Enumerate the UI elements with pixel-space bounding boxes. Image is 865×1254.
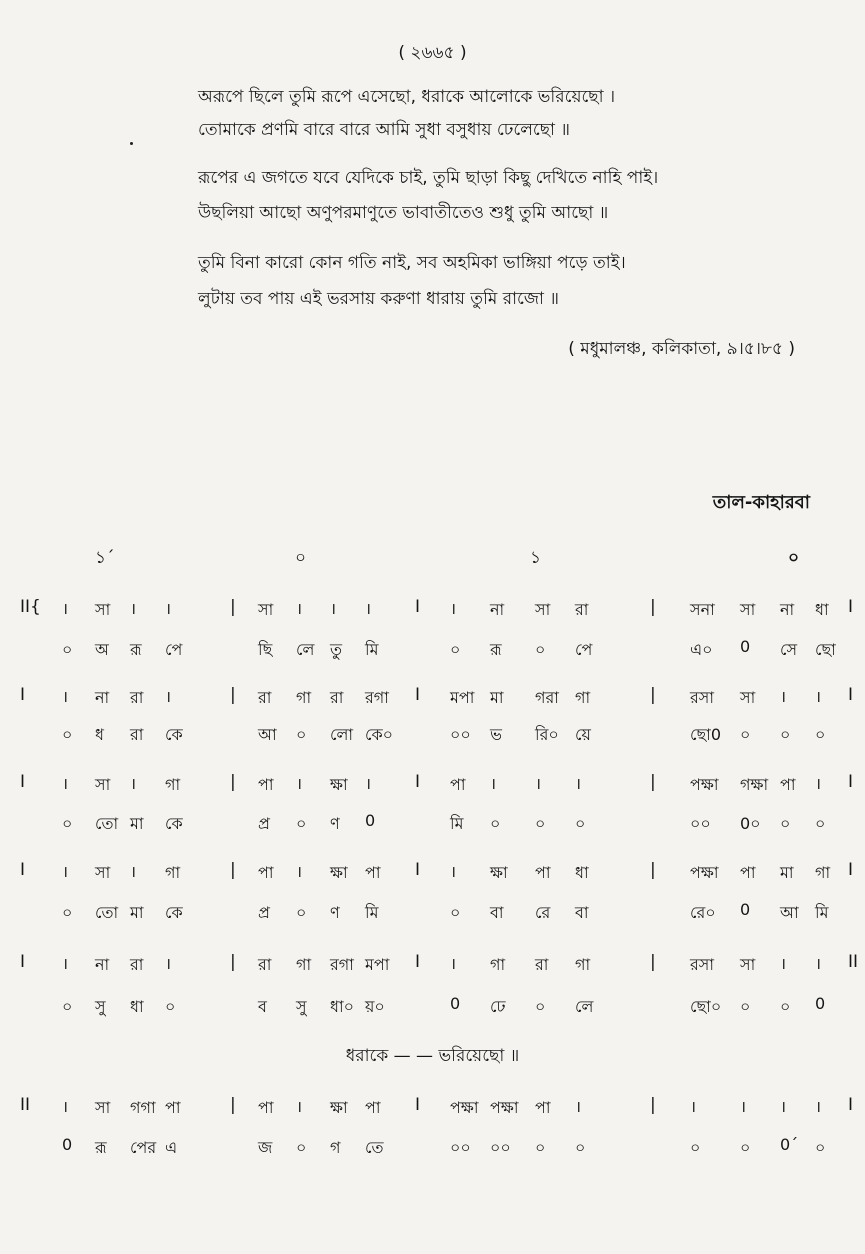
- syllable-cell: ০: [296, 1138, 307, 1157]
- tala-label: তাল-কাহারবা: [712, 492, 810, 513]
- bar-line-minor: |: [230, 597, 236, 617]
- syllable-cell: ০: [62, 640, 73, 659]
- swara-cell: সা: [95, 863, 111, 882]
- swara-cell: ।: [780, 687, 787, 706]
- swara-cell: ।: [62, 774, 69, 793]
- swara-row-5: [0, 952, 865, 982]
- swara-row-3: [0, 772, 865, 802]
- swara-cell: ।: [62, 687, 69, 706]
- syllable-cell: রা: [130, 725, 144, 744]
- syllable-cell: তে: [365, 1138, 384, 1157]
- syllable-row-3: [0, 811, 865, 841]
- syllable-cell: ০: [740, 1138, 751, 1157]
- bar-line-major: I: [415, 1095, 421, 1115]
- beat-mark-2: ০: [295, 548, 307, 568]
- swara-cell: পা: [258, 775, 274, 794]
- bar-line-minor: |: [230, 952, 236, 972]
- swara-cell: ।: [740, 1097, 747, 1116]
- syllable-cell: এ: [165, 1138, 178, 1157]
- syllable-cell: রি০: [535, 725, 559, 744]
- bar-line-left: II: [20, 1095, 31, 1115]
- swara-cell: সা: [95, 1098, 111, 1117]
- syllable-cell: কে০: [365, 725, 394, 744]
- bar-line-minor: |: [230, 772, 236, 792]
- beat-mark-1: ১ˊ: [95, 548, 115, 568]
- syllable-cell: মা: [130, 903, 144, 922]
- syllable-cell: ০: [575, 814, 586, 833]
- bar-line-right: I: [848, 597, 854, 617]
- lyric-line-5: তুমি বিনা কারো কোন গতি নাই, সব অহমিকা ভাঙ্গিয়া পড়ে তাই।: [198, 253, 626, 273]
- swara-cell: গক্ষা: [740, 775, 769, 794]
- syllable-cell: ০: [450, 640, 461, 659]
- swara-cell: ।: [535, 774, 542, 793]
- syllable-cell: ০: [535, 997, 546, 1016]
- syllable-cell: য়০: [365, 997, 385, 1016]
- syllable-cell: ০: [575, 1138, 586, 1157]
- syllable-cell: রূ: [490, 640, 502, 659]
- swara-cell: পা: [258, 1098, 274, 1117]
- syllable-cell: 0০: [740, 814, 761, 833]
- syllable-cell: কে: [165, 903, 183, 922]
- syllable-cell: মি: [450, 814, 464, 833]
- syllable-cell: ০: [490, 814, 501, 833]
- syllable-cell: ০০: [450, 1138, 471, 1157]
- bar-line-right: I: [848, 860, 854, 880]
- syllable-cell: গ: [330, 1138, 341, 1157]
- syllable-cell: এ০: [690, 640, 713, 659]
- swara-cell: গরা: [535, 688, 559, 707]
- swara-cell: রা: [330, 688, 344, 707]
- bar-line-minor: |: [230, 685, 236, 705]
- swara-cell: পা: [365, 1098, 381, 1117]
- swara-cell: ।: [575, 774, 582, 793]
- swara-cell: মা: [490, 688, 504, 707]
- syllable-cell: ণ: [330, 814, 340, 833]
- bar-line-minor: |: [650, 772, 656, 792]
- syllable-cell: প্র: [258, 903, 270, 922]
- syllable-cell: রে০: [690, 903, 716, 922]
- swara-cell: সা: [95, 600, 111, 619]
- syllable-cell: ০০: [450, 725, 471, 744]
- swara-cell: ক্ষা: [330, 863, 348, 882]
- syllable-row-4: [0, 900, 865, 930]
- syllable-cell: প্র: [258, 814, 270, 833]
- syllable-cell: ছো০: [690, 997, 722, 1016]
- swara-cell: পা: [258, 863, 274, 882]
- syllable-cell: বা: [575, 903, 589, 922]
- syllable-row-6: [0, 1135, 865, 1165]
- bar-line-minor: |: [650, 597, 656, 617]
- syllable-cell: কে: [165, 814, 183, 833]
- swara-cell: গা: [575, 688, 591, 707]
- syllable-cell: ০: [815, 814, 826, 833]
- swara-cell: রগা: [330, 955, 354, 974]
- syllable-row-2: [0, 722, 865, 752]
- swara-cell: ।: [490, 774, 497, 793]
- swara-cell: ।: [165, 954, 172, 973]
- lyric-line-6: লুটায় তব পায় এই ভরসায় করুণা ধারায় তুমি রাজো ॥: [198, 289, 560, 309]
- syllable-row-1: [0, 637, 865, 667]
- syllable-cell: সু: [296, 997, 307, 1016]
- bar-line-left: I: [20, 685, 26, 705]
- beat-mark-3: ১: [530, 548, 542, 568]
- swara-cell: ।: [62, 954, 69, 973]
- swara-cell: গা: [575, 955, 591, 974]
- bar-line-minor: |: [230, 860, 236, 880]
- syllable-cell: আ: [780, 903, 799, 922]
- swara-cell: ধা: [815, 600, 829, 619]
- bar-line-major: I: [415, 597, 421, 617]
- swara-cell: রা: [130, 688, 144, 707]
- bar-line-minor: |: [230, 1095, 236, 1115]
- swara-cell: সা: [740, 688, 756, 707]
- bar-line-minor: |: [650, 685, 656, 705]
- swara-cell: পা: [780, 775, 796, 794]
- syllable-cell: ণ: [330, 903, 340, 922]
- swara-cell: ।: [62, 599, 69, 618]
- swara-cell: ।: [130, 862, 137, 881]
- syllable-cell: 0: [815, 994, 826, 1013]
- syllable-cell: ০০: [690, 814, 711, 833]
- syllable-cell: তো: [95, 814, 119, 833]
- syllable-cell: ০: [62, 725, 73, 744]
- syllable-cell: ০: [690, 1138, 701, 1157]
- swara-cell: ।: [130, 599, 137, 618]
- swara-cell: গা: [296, 688, 312, 707]
- swara-cell: পা: [740, 863, 756, 882]
- swara-cell: সা: [740, 955, 756, 974]
- swara-cell: না: [490, 600, 505, 619]
- syllable-cell: 0: [450, 994, 461, 1013]
- swara-cell: রা: [575, 600, 589, 619]
- syllable-cell: ব: [258, 997, 267, 1016]
- ink-dot: [130, 142, 133, 145]
- swara-cell: না: [95, 955, 110, 974]
- bar-line-major: I: [415, 860, 421, 880]
- swara-cell: ।: [330, 599, 337, 618]
- swara-cell: পক্ষা: [690, 863, 719, 882]
- swara-cell: রা: [130, 955, 144, 974]
- syllable-cell: লে: [296, 640, 315, 659]
- swara-cell: ।: [296, 1097, 303, 1116]
- syllable-cell: বা: [490, 903, 504, 922]
- swara-cell: না: [780, 600, 795, 619]
- swara-cell: রসা: [690, 955, 715, 974]
- syllable-cell: ০: [535, 1138, 546, 1157]
- syllable-cell: পের: [130, 1138, 157, 1157]
- swara-cell: ।: [296, 599, 303, 618]
- swara-cell: রা: [258, 955, 272, 974]
- swara-cell: পক্ষা: [490, 1098, 519, 1117]
- lyric-line-3: রূপের এ জগতে যবে যেদিকে চাই, তুমি ছাড়া কিছু দেখিতে নাহি পাই।: [198, 168, 659, 188]
- syllable-cell: তো: [95, 903, 119, 922]
- swara-cell: ।: [165, 599, 172, 618]
- syllable-cell: 0: [740, 637, 751, 656]
- swara-cell: পা: [165, 1098, 181, 1117]
- lyric-line-2: তোমাকে প্রণমি বারে বারে আমি সুধা বসুধায় ঢেলেছো ॥: [198, 120, 571, 140]
- swara-cell: গা: [296, 955, 312, 974]
- swara-cell: ।: [365, 774, 372, 793]
- swara-cell: ক্ষা: [330, 775, 348, 794]
- bar-line-left: I: [20, 952, 26, 972]
- syllable-cell: ধা: [130, 997, 144, 1016]
- syllable-cell: পে: [165, 640, 183, 659]
- swara-cell: পক্ষা: [450, 1098, 479, 1117]
- swara-cell: ।: [815, 687, 822, 706]
- swara-cell: গা: [490, 955, 506, 974]
- swara-cell: সা: [740, 600, 756, 619]
- swara-cell: গা: [165, 775, 181, 794]
- swara-cell: রা: [258, 688, 272, 707]
- swara-cell: ।: [130, 774, 137, 793]
- bar-line-right: I: [848, 772, 854, 792]
- swara-cell: সনা: [690, 600, 715, 619]
- swara-cell: ।: [815, 774, 822, 793]
- swara-cell: ।: [815, 954, 822, 973]
- syllable-cell: ০: [450, 903, 461, 922]
- syllable-cell: ০: [535, 814, 546, 833]
- bar-line-minor: |: [650, 860, 656, 880]
- lyric-line-4: উছলিয়া আছো অণুপরমাণুতে ভাবাতীতেও শুধু তুমি আছো ॥: [198, 203, 609, 223]
- swara-cell: ।: [780, 954, 787, 973]
- syllable-cell: সু: [95, 997, 106, 1016]
- syllable-cell: ০: [740, 725, 751, 744]
- syllable-cell: ছো0: [690, 725, 722, 744]
- syllable-cell: ০: [740, 997, 751, 1016]
- syllable-cell: 0: [740, 900, 751, 919]
- swara-cell: পা: [535, 863, 551, 882]
- syllable-cell: 0: [62, 1135, 73, 1154]
- syllable-cell: ০: [815, 1138, 826, 1157]
- bar-line-right: I: [848, 685, 854, 705]
- syllable-cell: ছো: [815, 640, 836, 659]
- syllable-cell: ভ: [490, 725, 502, 744]
- swara-cell: ।: [815, 1097, 822, 1116]
- swara-cell: ।: [450, 599, 457, 618]
- swara-cell: মা: [780, 863, 794, 882]
- swara-cell: ।: [690, 1097, 697, 1116]
- refrain-line: ধরাকে — — ভরিয়েছো ॥: [345, 1046, 520, 1066]
- swara-cell: ক্ষা: [330, 1098, 348, 1117]
- syllable-cell: আ: [258, 725, 277, 744]
- swara-cell: ।: [296, 774, 303, 793]
- swara-cell: গগা: [130, 1098, 156, 1117]
- swara-row-6: [0, 1095, 865, 1125]
- swara-cell: সা: [535, 600, 551, 619]
- swara-cell: সা: [95, 775, 111, 794]
- syllable-cell: ০: [296, 814, 307, 833]
- swara-cell: মপা: [450, 688, 475, 707]
- bar-line-left: I: [20, 860, 26, 880]
- bar-line-minor: |: [650, 952, 656, 972]
- syllable-row-5: [0, 994, 865, 1024]
- syllable-cell: ০: [815, 725, 826, 744]
- swara-cell: মপা: [365, 955, 390, 974]
- swara-cell: সা: [258, 600, 274, 619]
- song-number: ( ২৬৬৫ ): [398, 43, 467, 63]
- swara-row-4: [0, 860, 865, 890]
- syllable-cell: জ: [258, 1138, 273, 1157]
- syllable-cell: 0ˊ: [780, 1135, 799, 1154]
- syllable-cell: তু: [330, 640, 343, 659]
- syllable-cell: সে: [780, 640, 798, 659]
- swara-cell: ।: [780, 1097, 787, 1116]
- syllable-cell: কে: [165, 725, 183, 744]
- syllable-cell: রূ: [95, 1138, 107, 1157]
- syllable-cell: ধা০: [330, 997, 355, 1016]
- swara-row-1: [0, 597, 865, 627]
- syllable-cell: 0: [365, 811, 376, 830]
- syllable-cell: ০: [780, 725, 791, 744]
- syllable-cell: ০: [535, 640, 546, 659]
- swara-cell: ।: [62, 1097, 69, 1116]
- swara-cell: ।: [450, 954, 457, 973]
- syllable-cell: লো: [330, 725, 354, 744]
- syllable-cell: মি: [815, 903, 829, 922]
- syllable-cell: য়ে: [575, 725, 591, 744]
- syllable-cell: মি: [365, 640, 379, 659]
- syllable-cell: ০০: [490, 1138, 511, 1157]
- swara-cell: পা: [535, 1098, 551, 1117]
- syllable-cell: ঢে: [490, 997, 506, 1016]
- swara-cell: ।: [575, 1097, 582, 1116]
- syllable-cell: ০: [62, 903, 73, 922]
- syllable-cell: ০: [62, 814, 73, 833]
- bar-line-right: II: [848, 952, 859, 972]
- bar-line-major: I: [415, 952, 421, 972]
- swara-row-2: [0, 685, 865, 715]
- syllable-cell: ধ: [95, 725, 104, 744]
- swara-cell: রসা: [690, 688, 715, 707]
- swara-cell: ।: [365, 599, 372, 618]
- syllable-cell: ০: [780, 814, 791, 833]
- bar-line-left: I: [20, 772, 26, 792]
- swara-cell: পা: [365, 863, 381, 882]
- syllable-cell: ০: [165, 997, 176, 1016]
- swara-cell: রগা: [365, 688, 389, 707]
- swara-cell: গা: [165, 863, 181, 882]
- syllable-cell: রে: [535, 903, 551, 922]
- swara-cell: ।: [450, 862, 457, 881]
- bar-line-major: I: [415, 772, 421, 792]
- swara-cell: না: [95, 688, 110, 707]
- syllable-cell: ০: [780, 997, 791, 1016]
- bar-line-left: II{: [20, 597, 41, 617]
- syllable-cell: ০: [62, 997, 73, 1016]
- swara-cell: ।: [296, 862, 303, 881]
- swara-cell: ধা: [575, 863, 589, 882]
- swara-cell: ।: [165, 687, 172, 706]
- syllable-cell: ০: [296, 903, 307, 922]
- bar-line-minor: |: [650, 1095, 656, 1115]
- swara-cell: গা: [815, 863, 831, 882]
- bar-line-major: I: [415, 685, 421, 705]
- swara-cell: পক্ষা: [690, 775, 719, 794]
- swara-cell: পা: [450, 775, 466, 794]
- lyric-line-1: অরূপে ছিলে তুমি রূপে এসেছো, ধরাকে আলোকে ভরিয়েছো ।: [198, 87, 616, 107]
- swara-cell: রা: [535, 955, 549, 974]
- syllable-cell: ০: [296, 725, 307, 744]
- swara-cell: ক্ষা: [490, 863, 508, 882]
- swara-cell: ।: [62, 862, 69, 881]
- syllable-cell: মা: [130, 814, 144, 833]
- syllable-cell: অ: [95, 640, 109, 659]
- syllable-cell: ছি: [258, 640, 273, 659]
- syllable-cell: লে: [575, 997, 594, 1016]
- attribution: ( মধুমালঞ্চ, কলিকাতা, ৯।৫।৮৫ ): [568, 339, 795, 359]
- syllable-cell: মি: [365, 903, 379, 922]
- syllable-cell: রূ: [130, 640, 142, 659]
- syllable-cell: পে: [575, 640, 593, 659]
- bar-line-right: I: [848, 1095, 854, 1115]
- beat-mark-4: ০: [788, 548, 800, 568]
